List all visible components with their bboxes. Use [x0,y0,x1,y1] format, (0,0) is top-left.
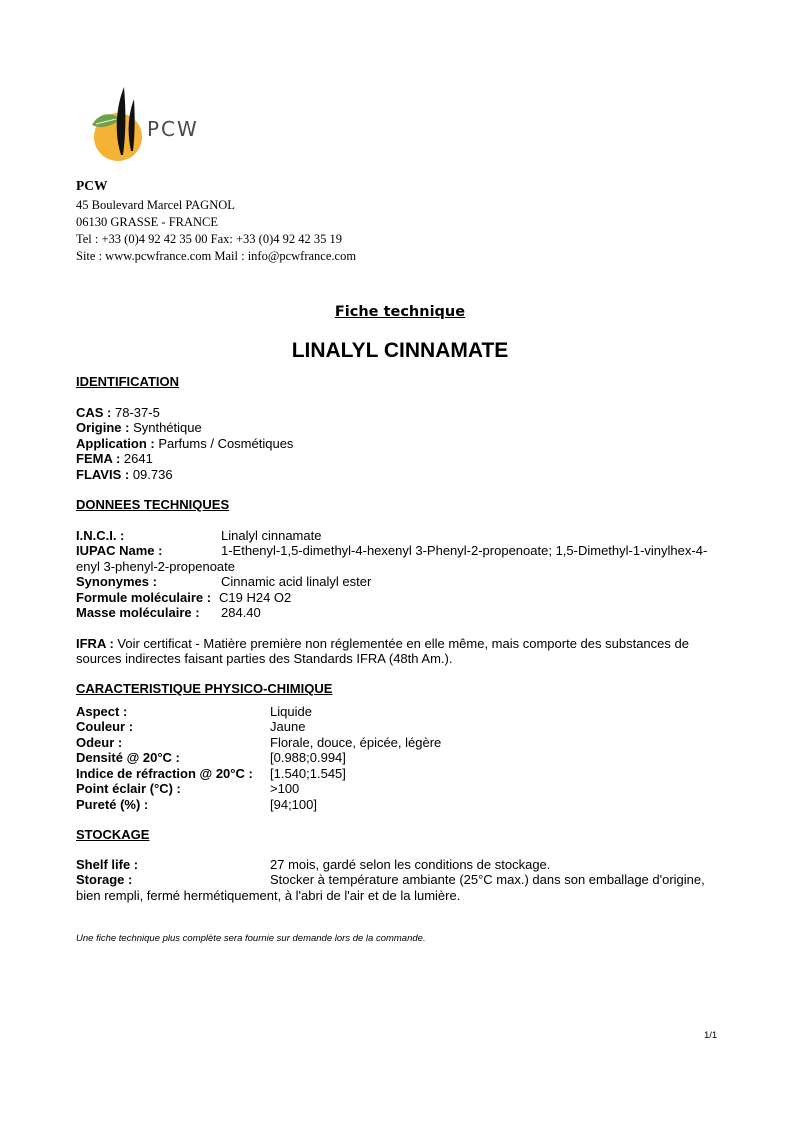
logo-text: PCW [147,117,199,141]
field-label: IFRA : [76,635,114,651]
field-label: I.N.C.I. : [76,527,125,543]
field-label: Odeur : [76,734,123,750]
company-web: Site : www.pcwfrance.com Mail : info@pcwfrance.com [76,249,357,263]
field-label: Indice de réfraction @ 20°C : [76,765,253,781]
field-value: >100 [270,781,300,796]
field-label: FLAVIS : [76,466,130,482]
storage-section [76,827,726,903]
storage-row-storage-cont [76,888,726,904]
field-label: Origine : [76,420,130,435]
physico-row-indice [76,766,726,782]
field-value: enyl 3-phenyl-2-propenoate [76,558,235,574]
physico-row-odeur [76,735,726,751]
field-value: [1.540;1.545] [270,765,346,781]
field-label: FEMA : [76,451,121,466]
section-title: STOCKAGE [76,827,150,842]
field-value: C19 H24 O2 [219,589,292,605]
company-name: PCW [76,178,108,193]
field-label: Aspect : [76,703,128,719]
company-phones: Tel : +33 (0)4 92 42 35 00 Fax: +33 (0)4 92 42 35 19 [76,232,342,246]
field-label: CAS : [76,404,112,420]
technical-row-masse [76,605,726,621]
field-label: Shelf life : [76,856,139,872]
physico-row-purete [76,797,726,813]
field-label: Formule moléculaire : [76,589,212,605]
company-info [76,177,356,265]
field-label: Storage : [76,872,133,887]
field-label: Application : [76,435,155,451]
field-label: Couleur : [76,719,134,734]
identification-row-origine [76,420,293,436]
field-value: 2641 [120,451,153,466]
field-value: Linalyl cinnamate [221,527,322,543]
physico-row-point-eclair [76,781,726,797]
ifra-statement-cont: sources indirectes faisant parties des Standards IFRA (48th Am.). [76,651,453,666]
storage-row-storage [76,872,726,888]
technical-row-inci [76,528,726,544]
ifra-statement [76,636,726,652]
field-value: 27 mois, gardé selon les conditions de stockage. [270,856,551,872]
section-title: IDENTIFICATION [76,374,180,389]
physico-row-couleur [76,719,726,735]
technical-row-synonymes [76,574,726,590]
field-value: Stocker à température ambiante (25°C max.) dans son emballage d'origine, [270,872,705,887]
identification-row-cas [76,405,293,421]
identification-row-fema [76,451,293,467]
identification-row-application [76,436,293,452]
section-title: DONNEES TECHNIQUES [76,497,230,512]
field-label: Synonymes : [76,574,157,589]
field-value: Parfums / Cosmétiques [154,435,294,451]
field-label: IUPAC Name : [76,543,163,558]
field-value: Jaune [270,719,306,734]
field-value: Liquide [270,703,312,719]
field-value: 09.736 [129,466,173,482]
field-label: Masse moléculaire : [76,605,200,620]
storage-row-shelf-life [76,857,726,873]
field-value: Florale, douce, épicée, légère [270,734,442,750]
field-label: Pureté (%) : [76,796,149,812]
physico-row-aspect [76,704,726,720]
section-title: CARACTERISTIQUE PHYSICO-CHIMIQUE [76,681,333,696]
field-value: bien rempli, fermé hermétiquement, à l'abri de l'air et de la lumière. [76,887,461,903]
technical-row-iupac-cont [76,559,726,575]
footnote: Une fiche technique plus complète sera fournie sur demande lors de la commande. [76,933,426,944]
field-label: Densité @ 20°C : [76,750,180,765]
identification-row-flavis [76,467,293,483]
field-value: Synthétique [129,420,202,435]
company-address-line1: 45 Boulevard Marcel PAGNOL [76,198,235,212]
product-title: LINALYL CINNAMATE [291,339,509,362]
page-number: 1/1 [704,1030,718,1041]
field-value: Voir certificat - Matière première non réglementée en elle même, mais comporte des substances de [113,635,689,651]
field-value: 1-Ethenyl-1,5-dimethyl-4-hexenyl 3-Phenyl-2-propenoate; 1,5-Dimethyl-1-vinylhex-4- [221,543,708,558]
field-value: Cinnamic acid linalyl ester [221,574,372,589]
identification-section [76,374,293,482]
company-address-line2: 06130 GRASSE - FRANCE [76,215,219,229]
field-value: 78-37-5 [111,404,160,420]
field-value: [0.988;0.994] [270,750,346,765]
field-label: Point éclair (°C) : [76,781,181,796]
field-value: [94;100] [270,796,317,812]
technical-data-section [76,497,726,667]
technical-row-iupac [76,543,726,559]
technical-row-formule [76,590,726,606]
physico-row-densite [76,750,726,766]
physico-chemical-section [76,681,726,812]
document-type-title: Fiche technique [334,304,466,320]
field-value: 284.40 [221,605,261,620]
